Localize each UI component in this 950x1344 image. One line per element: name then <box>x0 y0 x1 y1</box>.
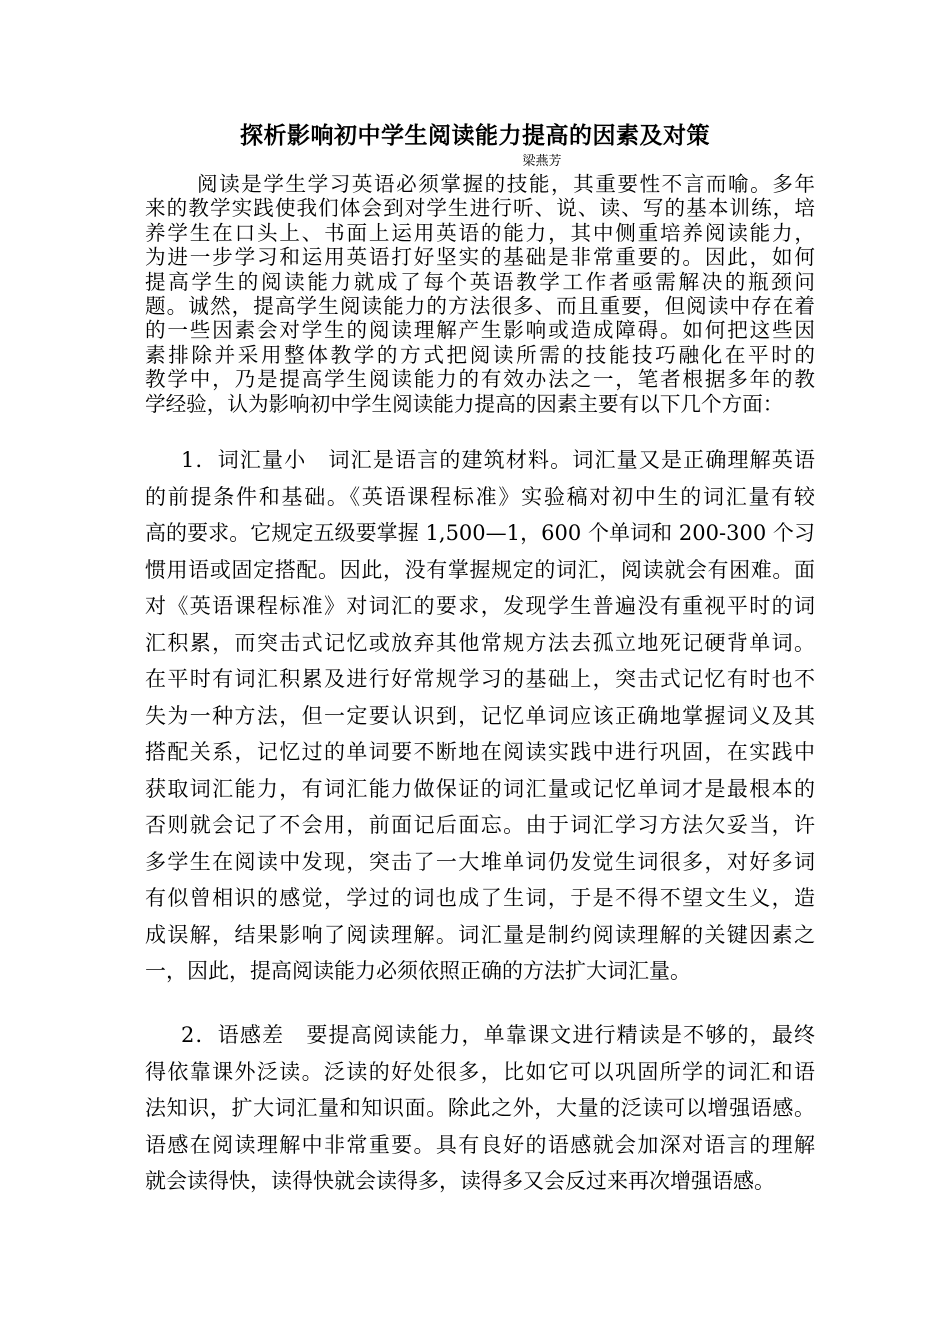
text-line: 得依靠课外泛读。泛读的好处很多，比如它可以巩固所学的词汇和语 <box>145 1059 815 1084</box>
text-line: 的一些因素会对学生的阅读理解产生影响或造成障碍。如何把这些因 <box>145 318 815 343</box>
text-line: 的前提条件和基础。《英语课程标准》实验稿对初中生的词汇量有较 <box>145 484 815 509</box>
text-line: 语感在阅读理解中非常重要。具有良好的语感就会加深对语言的理解 <box>145 1132 815 1157</box>
text-line: 就会读得快，读得快就会读得多，读得多又会反过来再次增强语感。 <box>145 1169 775 1193</box>
text-line: 题。诚然，提高学生阅读能力的方法很多、而且重要，但阅读中存在着 <box>145 293 815 318</box>
text-line: 成误解，结果影响了阅读理解。词汇量是制约阅读理解的关键因素之 <box>145 922 815 947</box>
text-line: 1．词汇量小 词汇是语言的建筑材料。词汇量又是正确理解英语 <box>181 448 815 472</box>
text-line: 汇积累，而突击式记忆或放弃其他常规方法去孤立地死记硬背单词。 <box>145 630 815 655</box>
text-line: 惯用语或固定搭配。因此，没有掌握规定的词汇，阅读就会有困难。面 <box>145 557 815 582</box>
text-line: 法知识，扩大词汇量和知识面。除此之外，大量的泛读可以增强语感。 <box>145 1096 815 1120</box>
text-line: 一，因此，提高阅读能力必须依照正确的方法扩大词汇量。 <box>145 959 691 983</box>
text-line: 对《英语课程标准》对词汇的要求，发现学生普遍没有重视平时的词 <box>145 594 815 618</box>
text-line: 在平时有词汇积累及进行好常规学习的基础上，突击式记忆有时也不 <box>145 667 815 691</box>
section-vocabulary <box>145 442 815 990</box>
text-line: 素排除并采用整体教学的方式把阅读所需的技能技巧融化在平时的 <box>145 342 815 367</box>
text-line: 养学生在口头上、书面上运用英语的能力，其中侧重培养阅读能力， <box>145 220 815 245</box>
text-line: 多学生在阅读中发现，突击了一大堆单词仍发觉生词很多，对好多词 <box>145 849 815 874</box>
intro-paragraph <box>145 172 815 416</box>
text-line: 阅读是学生学习英语必须掌握的技能，其重要性不言而喻。多年 <box>197 172 815 196</box>
text-line: 提高学生的阅读能力就成了每个英语教学工作者亟需解决的瓶颈问 <box>145 269 815 294</box>
text-line: 否则就会记了不会用，前面记后面忘。由于词汇学习方法欠妥当，许 <box>145 813 815 837</box>
section-language-sense <box>145 1017 815 1200</box>
text-line: 获取词汇能力，有词汇能力做保证的词汇量或记忆单词才是最根本的 <box>145 776 815 801</box>
text-line: 为进一步学习和运用英语打好坚实的基础是非常重要的。因此，如何 <box>145 245 815 270</box>
text-line: 失为一种方法，但一定要认识到，记忆单词应该正确地掌握词义及其 <box>145 703 815 728</box>
text-line: 高的要求。它规定五级要掌握 1,500—1，600 个单词和 200-300 个习 <box>145 521 815 545</box>
text-line: 有似曾相识的感觉，学过的词也成了生词，于是不得不望文生义，造 <box>145 886 815 910</box>
text-line: 学经验，认为影响初中学生阅读能力提高的因素主要有以下几个方面： <box>145 391 784 416</box>
text-line: 来的教学实践使我们体会到对学生进行听、说、读、写的基本训练，培 <box>145 196 815 221</box>
document-title: 探析影响初中学生阅读能力提高的因素及对策 <box>240 122 710 149</box>
text-line: 教学中，乃是提高学生阅读能力的有效办法之一，笔者根据多年的教 <box>145 367 815 392</box>
document-author: 梁燕芳 <box>522 154 562 169</box>
text-line: 搭配关系，记忆过的单词要不断地在阅读实践中进行巩固，在实践中 <box>145 740 815 764</box>
text-line: 2．语感差 要提高阅读能力，单靠课文进行精读是不够的，最终 <box>181 1023 815 1047</box>
